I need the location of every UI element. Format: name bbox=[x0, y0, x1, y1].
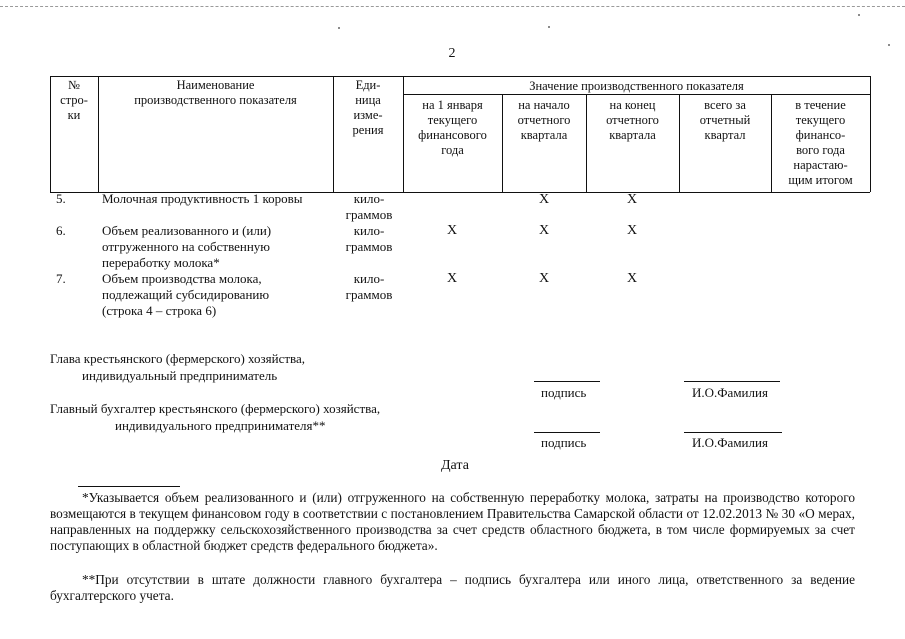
head-signature-line bbox=[534, 381, 600, 382]
accountant-name-label: И.О.Фамилия bbox=[692, 435, 768, 450]
accountant-signature-label: подпись bbox=[541, 435, 587, 450]
row-mark: X bbox=[538, 192, 550, 207]
scan-speck bbox=[338, 27, 340, 29]
scan-speck bbox=[858, 14, 860, 16]
row-mark: X bbox=[538, 271, 550, 286]
row-mark: X bbox=[626, 223, 638, 238]
head-signature-label: подпись bbox=[541, 385, 587, 400]
header-jan1: на 1 января текущего финансового года bbox=[418, 98, 487, 157]
header-unit: Еди- ница изме- рения bbox=[352, 78, 384, 137]
row-mark: X bbox=[446, 223, 458, 238]
table-top-border bbox=[50, 76, 870, 77]
row-number: 5. bbox=[56, 191, 66, 206]
header-quarter-total: всего за отчетный квартал bbox=[699, 98, 751, 142]
date-label: Дата bbox=[441, 458, 469, 473]
scan-top-edge bbox=[0, 6, 905, 7]
accountant-title-line1: Главный бухгалтер крестьянского (фермерского) хозяйства, bbox=[50, 401, 381, 416]
head-name-label: И.О.Фамилия bbox=[692, 385, 768, 400]
header-group: Значение производственного показателя bbox=[529, 79, 744, 93]
row-mark: X bbox=[626, 271, 638, 286]
row-mark: X bbox=[538, 223, 550, 238]
row-mark: X bbox=[446, 271, 458, 286]
row-name: Объем производства молока, подлежащий субсидированию (строка 4 – строка 6) bbox=[102, 271, 270, 318]
header-quarter-end: на конец отчетного квартала bbox=[606, 98, 659, 142]
accountant-title-line2: индивидуального предпринимателя** bbox=[115, 418, 326, 433]
head-title-line1: Глава крестьянского (фермерского) хозяйства, bbox=[50, 351, 306, 366]
row-name: Объем реализованного и (или) отгруженного на собственную переработку молока* bbox=[102, 223, 272, 270]
row-number: 6. bbox=[56, 223, 66, 238]
row-name: Молочная продуктивность 1 коровы bbox=[102, 191, 303, 206]
accountant-name-line bbox=[684, 432, 782, 433]
header-year-cumulative: в течение текущего финансо- вого года нарастаю- щим итогом bbox=[788, 98, 853, 187]
group-header-divider bbox=[403, 94, 870, 95]
head-title-line2: индивидуальный предприниматель bbox=[82, 368, 278, 383]
accountant-signature-line bbox=[534, 432, 600, 433]
scan-speck bbox=[888, 44, 890, 46]
header-name: Наименование производственного показателя bbox=[134, 78, 297, 107]
head-name-line bbox=[684, 381, 780, 382]
header-quarter-start: на начало отчетного квартала bbox=[517, 98, 571, 142]
row-unit: кило- граммов bbox=[345, 271, 393, 302]
table-right-border bbox=[870, 76, 871, 192]
row-unit: кило- граммов bbox=[345, 223, 393, 254]
scan-speck bbox=[548, 26, 550, 28]
footnote-2: **При отсутствии в штате должности главного бухгалтера – подпись бухгалтера или иного лица, ответственного за ведение бухгалтерского учета. bbox=[50, 572, 855, 603]
page-number: 2 bbox=[448, 46, 456, 61]
header-num: № стро- ки bbox=[60, 78, 88, 122]
footnote-1: *Указывается объем реализованного и (или) отгруженного на собственную переработку молока, затраты на производство которого возмещаются в текущем финансовом году в соответствии с постановлением Правительства Самарской области от 12.02.2013 № 30 «О мерах, направленных на поддержку сельскохозяйственного производства за счет средств областного бюджета, в том числе формируемых за счет поступающих в областной бюджет средств федерального бюджета». bbox=[50, 490, 855, 553]
row-number: 7. bbox=[56, 271, 66, 286]
row-unit: кило- граммов bbox=[345, 191, 393, 222]
row-mark: X bbox=[626, 192, 638, 207]
footnote-separator bbox=[78, 486, 180, 487]
